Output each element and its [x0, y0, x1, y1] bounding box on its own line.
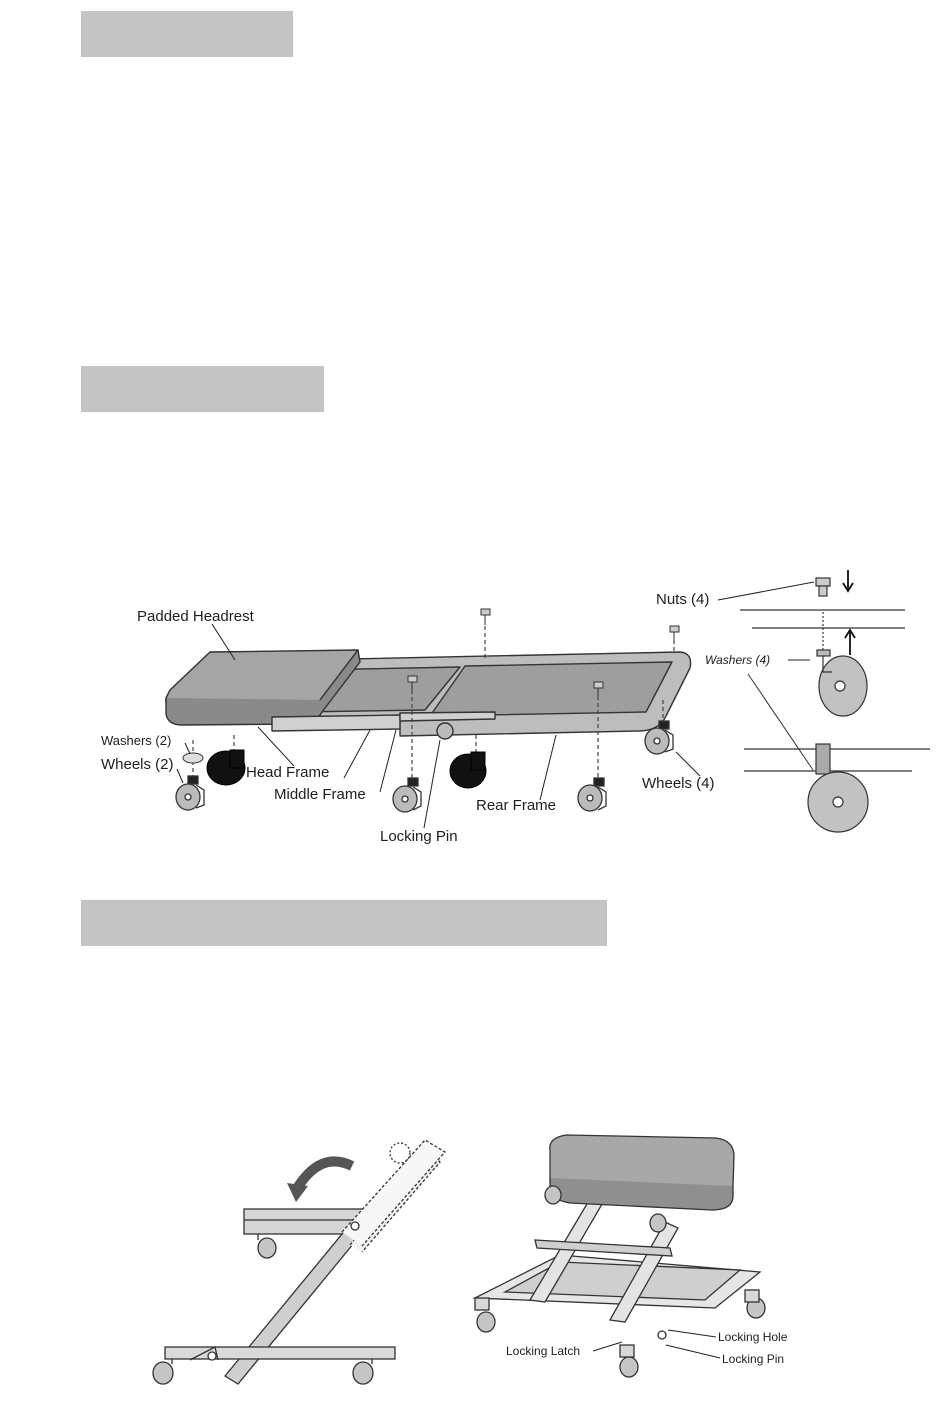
label-nuts: Nuts (4) [656, 591, 710, 608]
label-washers-left: Washers (2) [101, 733, 172, 748]
label-locking-pin-seat: Locking Pin [722, 1352, 785, 1366]
label-head-frame: Head Frame [246, 764, 330, 781]
label-locking-pin: Locking Pin [380, 828, 458, 845]
label-rear-frame: Rear Frame [476, 797, 557, 814]
label-locking-hole: Locking Hole [718, 1330, 788, 1344]
label-middle-frame: Middle Frame [274, 786, 366, 803]
label-locking-latch: Locking Latch [506, 1344, 581, 1358]
side-view-folding [153, 1140, 445, 1384]
label-washers-right: Washers (4) [705, 653, 771, 667]
label-wheels-right: Wheels (4) [642, 775, 715, 792]
label-wheels-left: Wheels (2) [101, 756, 174, 773]
label-padded-headrest: Padded Headrest [137, 608, 254, 625]
